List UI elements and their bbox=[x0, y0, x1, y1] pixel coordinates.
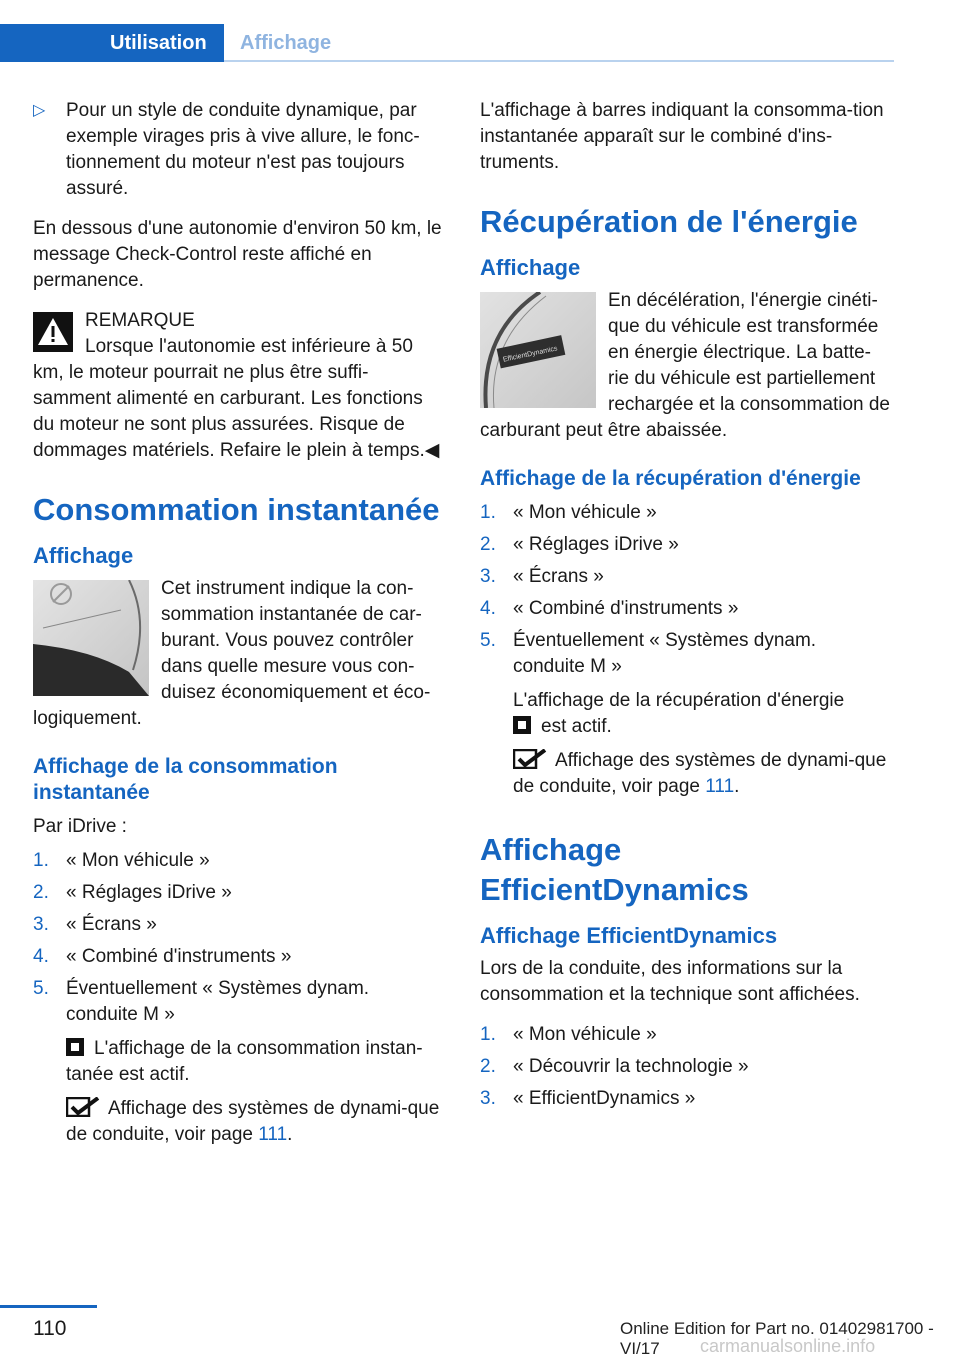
section-title-consumption: Consommation instantanée bbox=[33, 492, 440, 527]
recuperation-gauge-image bbox=[480, 292, 596, 408]
checkbox-icon bbox=[66, 1038, 84, 1056]
subsection-title-display: Affichage bbox=[33, 543, 134, 568]
header-divider bbox=[224, 60, 894, 62]
section-title-energy-recovery: Récupération de l'énergie bbox=[480, 204, 858, 239]
list-item: 3. « Écrans » bbox=[33, 914, 157, 935]
subsubsection-title-consumption-display: Affichage de la consommation instantanée bbox=[33, 755, 338, 804]
list-item: 2. « Découvrir la technologie » bbox=[480, 1056, 749, 1077]
tab-affichage[interactable]: Affichage bbox=[240, 32, 332, 54]
subsection-title-display: Affichage bbox=[480, 255, 581, 280]
list-item: 4. « Combiné d'instruments » bbox=[33, 946, 292, 967]
warning-icon bbox=[33, 312, 73, 352]
dynamics-checkmark-icon bbox=[66, 1097, 100, 1117]
section-title-efficientdynamics: Affichage EfficientDynamics bbox=[480, 832, 749, 907]
dynamics-note: Affichage des systèmes de dynami‐que de conduite, voir page 111. bbox=[513, 750, 887, 797]
steps-list bbox=[480, 500, 892, 680]
bullet-text: Pour un style de conduite dynamique, par exemple virages pris à vive allure, le fonc‐tionnement du moteur n'est pas toujours assuré. bbox=[66, 100, 420, 199]
list-item: 5. Éventuellement « Systèmes dynam. conduite M » bbox=[33, 978, 370, 1025]
list-item: 2. « Réglages iDrive » bbox=[33, 882, 232, 903]
list-item: 1. « Mon véhicule » bbox=[480, 1024, 657, 1045]
active-note: L'affichage de la consommation instan‐tanée est actif. bbox=[66, 1038, 423, 1085]
right-column bbox=[480, 98, 892, 1120]
checkbox-icon bbox=[513, 716, 531, 734]
watermark: carmanualsonline.info bbox=[700, 1336, 876, 1356]
dynamics-checkmark-icon bbox=[513, 749, 547, 769]
left-column bbox=[33, 98, 445, 1156]
subsubsection-title-recovery-display: Affichage de la récupération d'énergie bbox=[480, 467, 861, 490]
list-item: 4. « Combiné d'instruments » bbox=[480, 598, 739, 619]
steps-list bbox=[480, 1022, 892, 1112]
notice-block bbox=[33, 308, 445, 464]
edition-text: Online Edition for Part no. 01402981700 - VI/17 bbox=[620, 1319, 934, 1358]
list-item: 3. « EfficientDynamics » bbox=[480, 1088, 696, 1109]
consumption-gauge-image bbox=[33, 580, 149, 696]
list-item: 2. « Réglages iDrive » bbox=[480, 534, 679, 555]
figure-text: En décélération, l'énergie cinéti‐que du véhicule est transformée en énergie électrique. La batte‐rie du véhicule est partiellement rechargée et la consommation de carburant peut être abaissée. bbox=[480, 290, 890, 441]
page-link[interactable]: 111 bbox=[705, 776, 735, 797]
figure-text: Cet instrument indique la con‐sommation instantanée de car‐burant. Vous pouvez contrôler dans quelle mesure vous con‐duisez économiquement et éco‐logiquement. bbox=[33, 578, 431, 729]
list-item: 1. « Mon véhicule » bbox=[480, 502, 657, 523]
footer-rule bbox=[0, 1305, 97, 1308]
range-paragraph: En dessous d'une autonomie d'environ 50 km, le message Check-Control reste affiché en permanence. bbox=[33, 218, 442, 291]
intro-paragraph: L'affichage à barres indiquant la consomma‐tion instantanée apparaît sur le combiné d'ins‐truments. bbox=[480, 100, 884, 173]
idrive-label: Par iDrive : bbox=[33, 816, 127, 837]
active-note: L'affichage de la récupération d'énergie est actif. bbox=[513, 690, 845, 737]
dynamics-note: Affichage des systèmes de dynami‐que de conduite, voir page 111. bbox=[66, 1098, 440, 1145]
notice-title: REMARQUE bbox=[85, 310, 195, 331]
figure-block bbox=[480, 288, 892, 444]
bullet-item bbox=[33, 98, 445, 202]
figure-block bbox=[33, 576, 445, 732]
page-link[interactable]: 111 bbox=[258, 1124, 288, 1145]
subsection-title-efficientdynamics: Affichage EfficientDynamics bbox=[480, 923, 778, 948]
list-item: 3. « Écrans » bbox=[480, 566, 604, 587]
steps-list bbox=[33, 848, 445, 1028]
tab-utilisation[interactable]: Utilisation bbox=[0, 24, 224, 62]
page-number: 110 bbox=[33, 1317, 67, 1340]
efficientdynamics-paragraph: Lors de la conduite, des informations sur la consommation et la technique sont affichées. bbox=[480, 958, 860, 1005]
figure-label: EfficientDynamics bbox=[502, 345, 559, 364]
list-item: 1. « Mon véhicule » bbox=[33, 850, 210, 871]
bullet-triangle-icon: ▷ bbox=[33, 102, 46, 119]
header-bar bbox=[0, 0, 960, 62]
list-item: 5. Éventuellement « Systèmes dynam. conduite M » bbox=[480, 630, 817, 677]
notice-text: Lorsque l'autonomie est inférieure à 50 km, le moteur pourrait ne plus être suffi‐samment alimenté en carburant. Les fonctions du moteur ne sont plus assurées. Risque de dommages matériels. Refaire le plein à temps.◀ bbox=[33, 336, 440, 461]
